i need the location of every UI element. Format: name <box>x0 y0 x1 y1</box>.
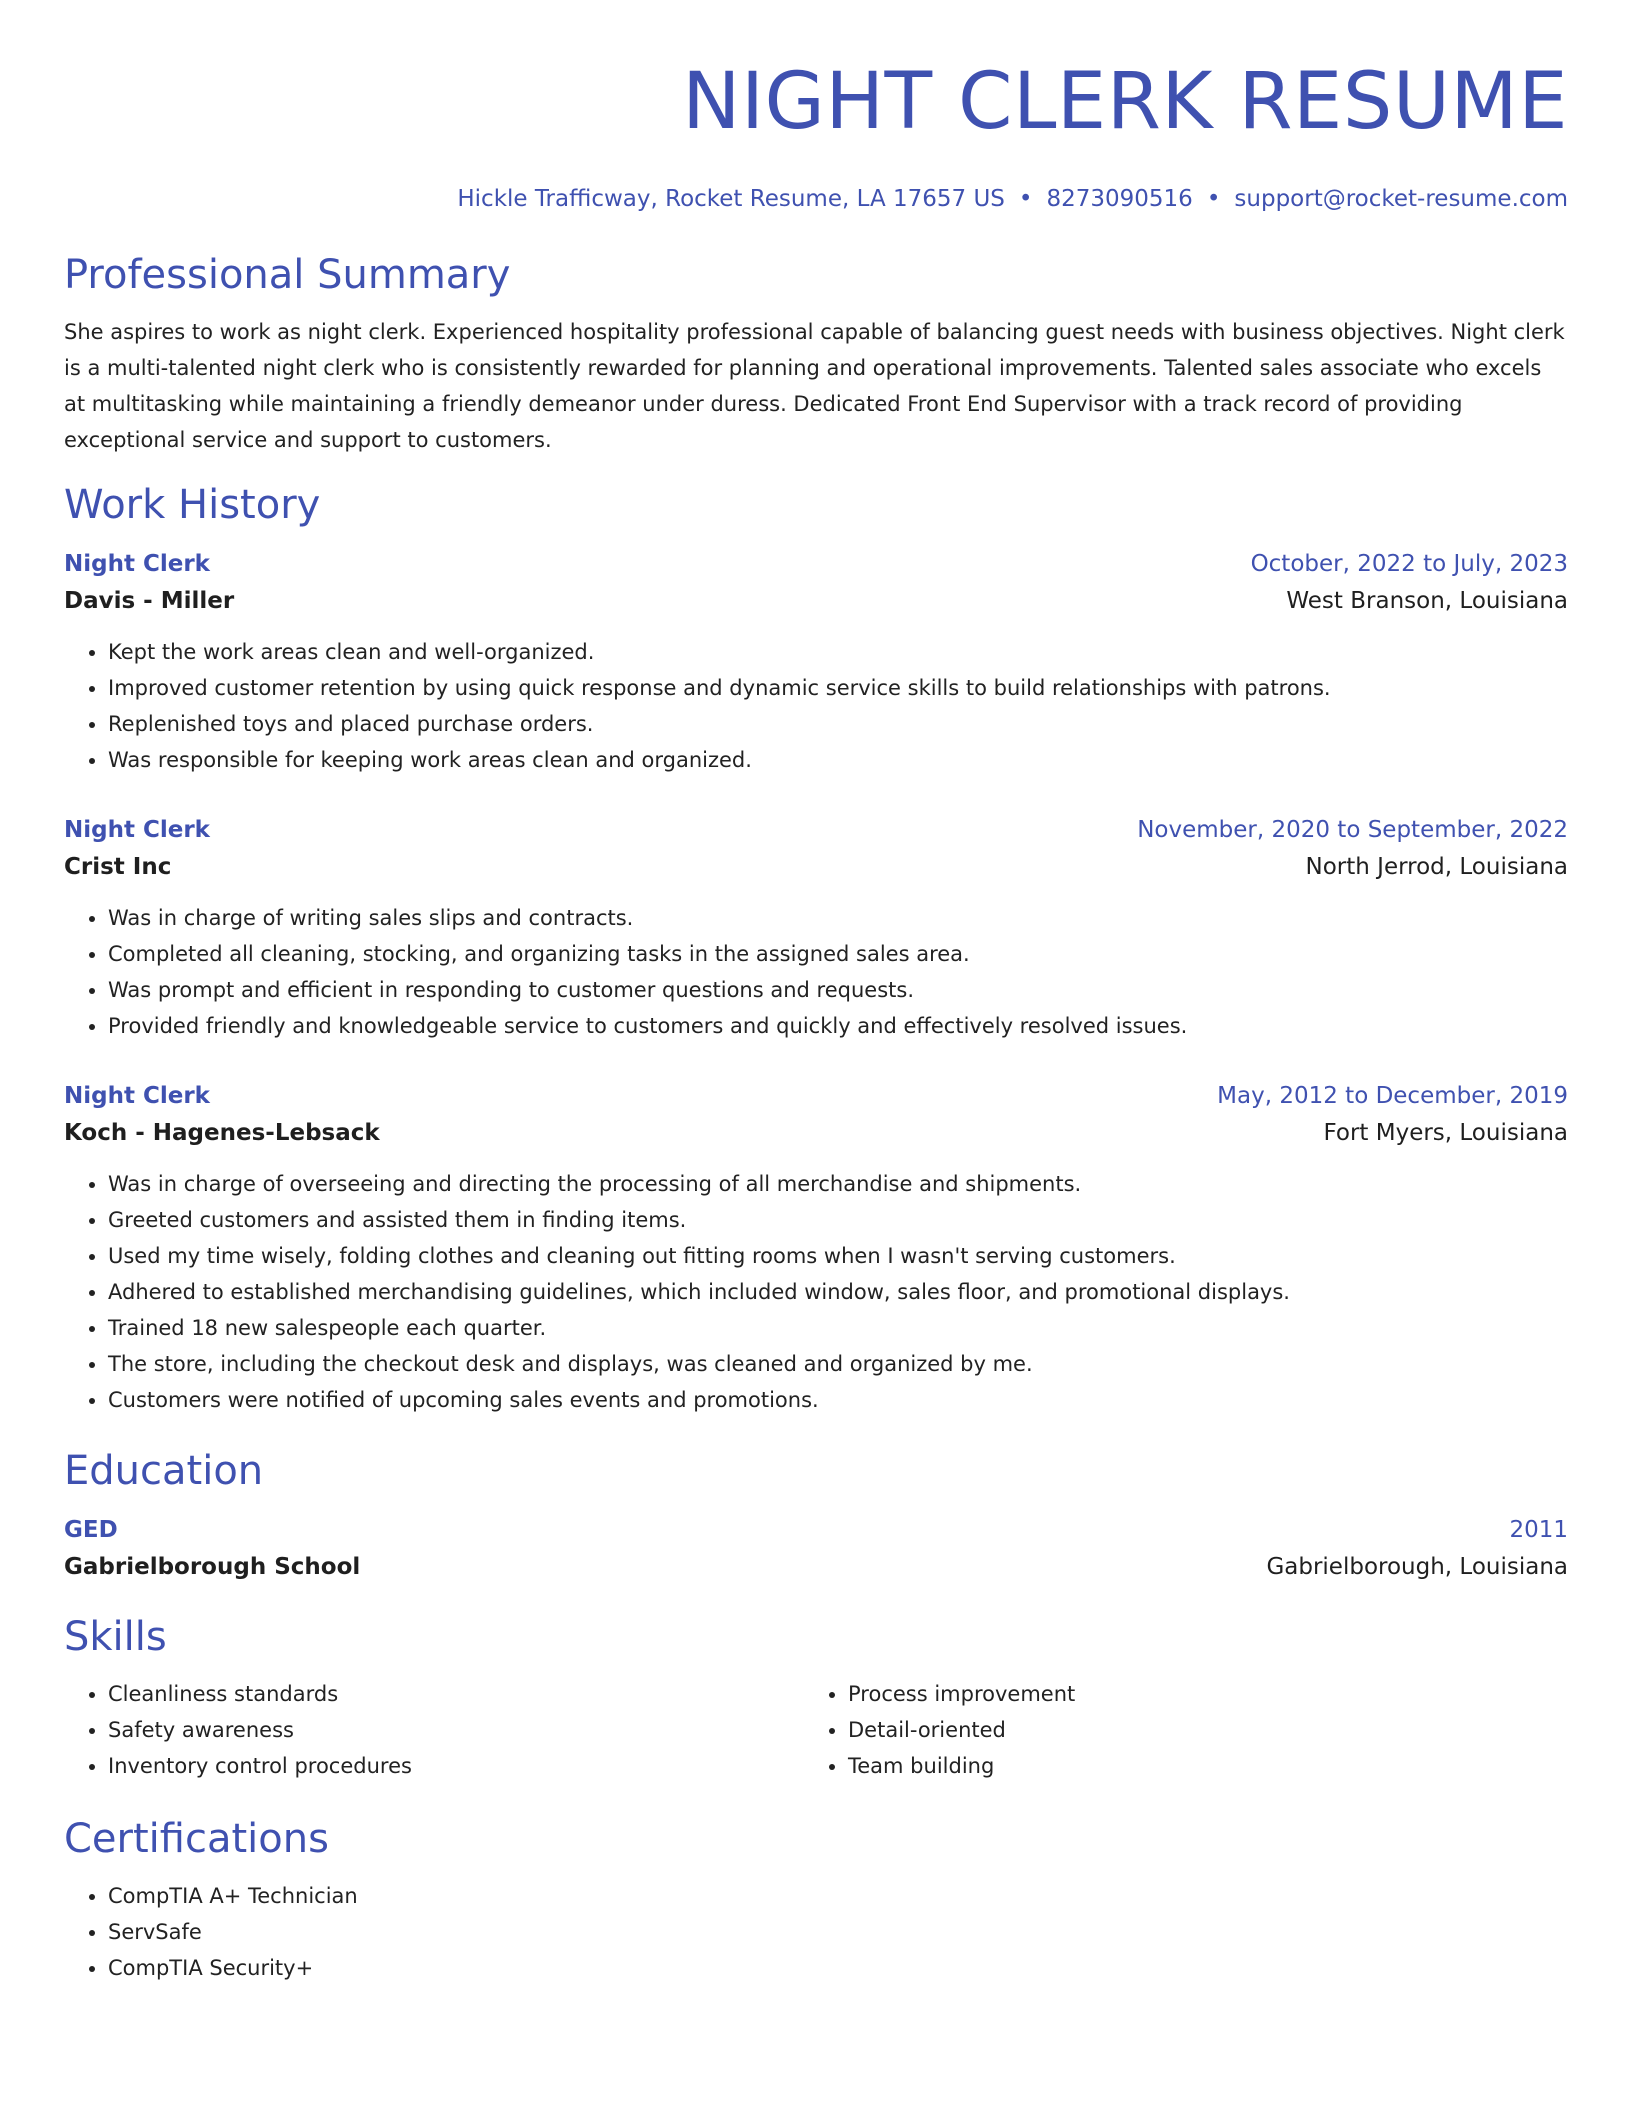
job-duties <box>64 900 1568 1044</box>
duty-item: • Was in charge of overseeing and directing the processing of all merchandise and shipments. <box>108 1166 1568 1202</box>
contact-separator: • <box>1206 186 1221 212</box>
job-entry <box>64 1078 1568 1418</box>
job-dates: November, 2020 to September, 2022 <box>1137 817 1568 843</box>
duty-item: • Trained 18 new salespeople each quarter. <box>108 1310 1568 1346</box>
job-title: Night Clerk <box>64 1083 210 1109</box>
certification-item: • ServSafe <box>108 1914 1568 1950</box>
education-heading: Education <box>64 1448 264 1494</box>
skill-item: • Cleanliness standards <box>108 1676 804 1712</box>
duty-item: • Kept the work areas clean and well-organized. <box>108 634 1568 670</box>
resume-name: NIGHT CLERK RESUME <box>682 57 1568 147</box>
skill-item: • Team building <box>848 1748 1075 1784</box>
duty-item: • Greeted customers and assisted them in finding items. <box>108 1202 1568 1238</box>
job-title: Night Clerk <box>64 551 210 577</box>
resume-header <box>64 52 1568 214</box>
job-location: West Branson, Louisiana <box>1286 588 1568 614</box>
job-employer: Koch - Hagenes-Lebsack <box>64 1120 380 1146</box>
contact-phone: 8273090516 <box>1046 186 1193 212</box>
summary-text: She aspires to work as night clerk. Experienced hospitality professional capable of balancing guest needs with business objectives. Night clerk is a multi-talented night clerk who is consistently rewarded for planning and operational improvements. Talented sales associate who excels at multitasking while maintaining a friendly demeanor under duress. Dedicated Front End Supervisor with a track record of providing exceptional service and support to customers. <box>64 320 1565 452</box>
job-entry <box>64 812 1568 1044</box>
job-duties <box>64 634 1568 778</box>
contact-email: support@rocket-resume.com <box>1234 186 1568 212</box>
education-entry <box>64 1512 1568 1586</box>
certification-item: • CompTIA Security+ <box>108 1950 1568 1986</box>
duty-item: • Was in charge of writing sales slips and contracts. <box>108 900 1568 936</box>
skill-item: • Detail-oriented <box>848 1712 1075 1748</box>
job-location: North Jerrod, Louisiana <box>1305 854 1568 880</box>
duty-item: • Customers were notified of upcoming sales events and promotions. <box>108 1382 1568 1418</box>
job-location: Fort Myers, Louisiana <box>1323 1120 1568 1146</box>
work-history-heading: Work History <box>64 482 321 528</box>
skills-list <box>64 1676 1568 1784</box>
education-location: Gabrielborough, Louisiana <box>1266 1554 1568 1580</box>
contact-address: Hickle Trafficway, Rocket Resume, LA 17657 US <box>457 186 1005 212</box>
duty-item: • The store, including the checkout desk and displays, was cleaned and organized by me. <box>108 1346 1568 1382</box>
job-title: Night Clerk <box>64 817 210 843</box>
skills-column-right <box>804 1676 1075 1784</box>
skill-item: • Safety awareness <box>108 1712 804 1748</box>
summary-heading: Professional Summary <box>64 252 511 298</box>
duty-item: • Adhered to established merchandising guidelines, which included window, sales floor, and promotional displays. <box>108 1274 1568 1310</box>
job-duties <box>64 1166 1568 1418</box>
skills-heading: Skills <box>64 1614 167 1660</box>
contact-separator: • <box>1018 186 1033 212</box>
duty-item: • Provided friendly and knowledgeable service to customers and quickly and effectively resolved issues. <box>108 1008 1568 1044</box>
skills-column-left <box>64 1676 804 1784</box>
job-dates: October, 2022 to July, 2023 <box>1250 551 1568 577</box>
duty-item: • Completed all cleaning, stocking, and organizing tasks in the assigned sales area. <box>108 936 1568 972</box>
certifications-heading: Certifications <box>64 1816 329 1862</box>
education-year: 2011 <box>1509 1517 1568 1543</box>
certifications-list <box>64 1878 1568 1986</box>
skill-item: • Process improvement <box>848 1676 1075 1712</box>
education-school: Gabrielborough School <box>64 1554 361 1580</box>
education-degree: GED <box>64 1517 118 1543</box>
job-employer: Crist Inc <box>64 854 172 880</box>
contact-line <box>64 184 1568 214</box>
job-entry <box>64 546 1568 778</box>
certification-item: • CompTIA A+ Technician <box>108 1878 1568 1914</box>
job-dates: May, 2012 to December, 2019 <box>1217 1083 1568 1109</box>
duty-item: • Replenished toys and placed purchase orders. <box>108 706 1568 742</box>
duty-item: • Was prompt and efficient in responding to customer questions and requests. <box>108 972 1568 1008</box>
duty-item: • Improved customer retention by using quick response and dynamic service skills to build relationships with patrons. <box>108 670 1568 706</box>
skill-item: • Inventory control procedures <box>108 1748 804 1784</box>
duty-item: • Was responsible for keeping work areas clean and organized. <box>108 742 1568 778</box>
job-employer: Davis - Miller <box>64 588 235 614</box>
duty-item: • Used my time wisely, folding clothes and cleaning out fitting rooms when I wasn't serving customers. <box>108 1238 1568 1274</box>
